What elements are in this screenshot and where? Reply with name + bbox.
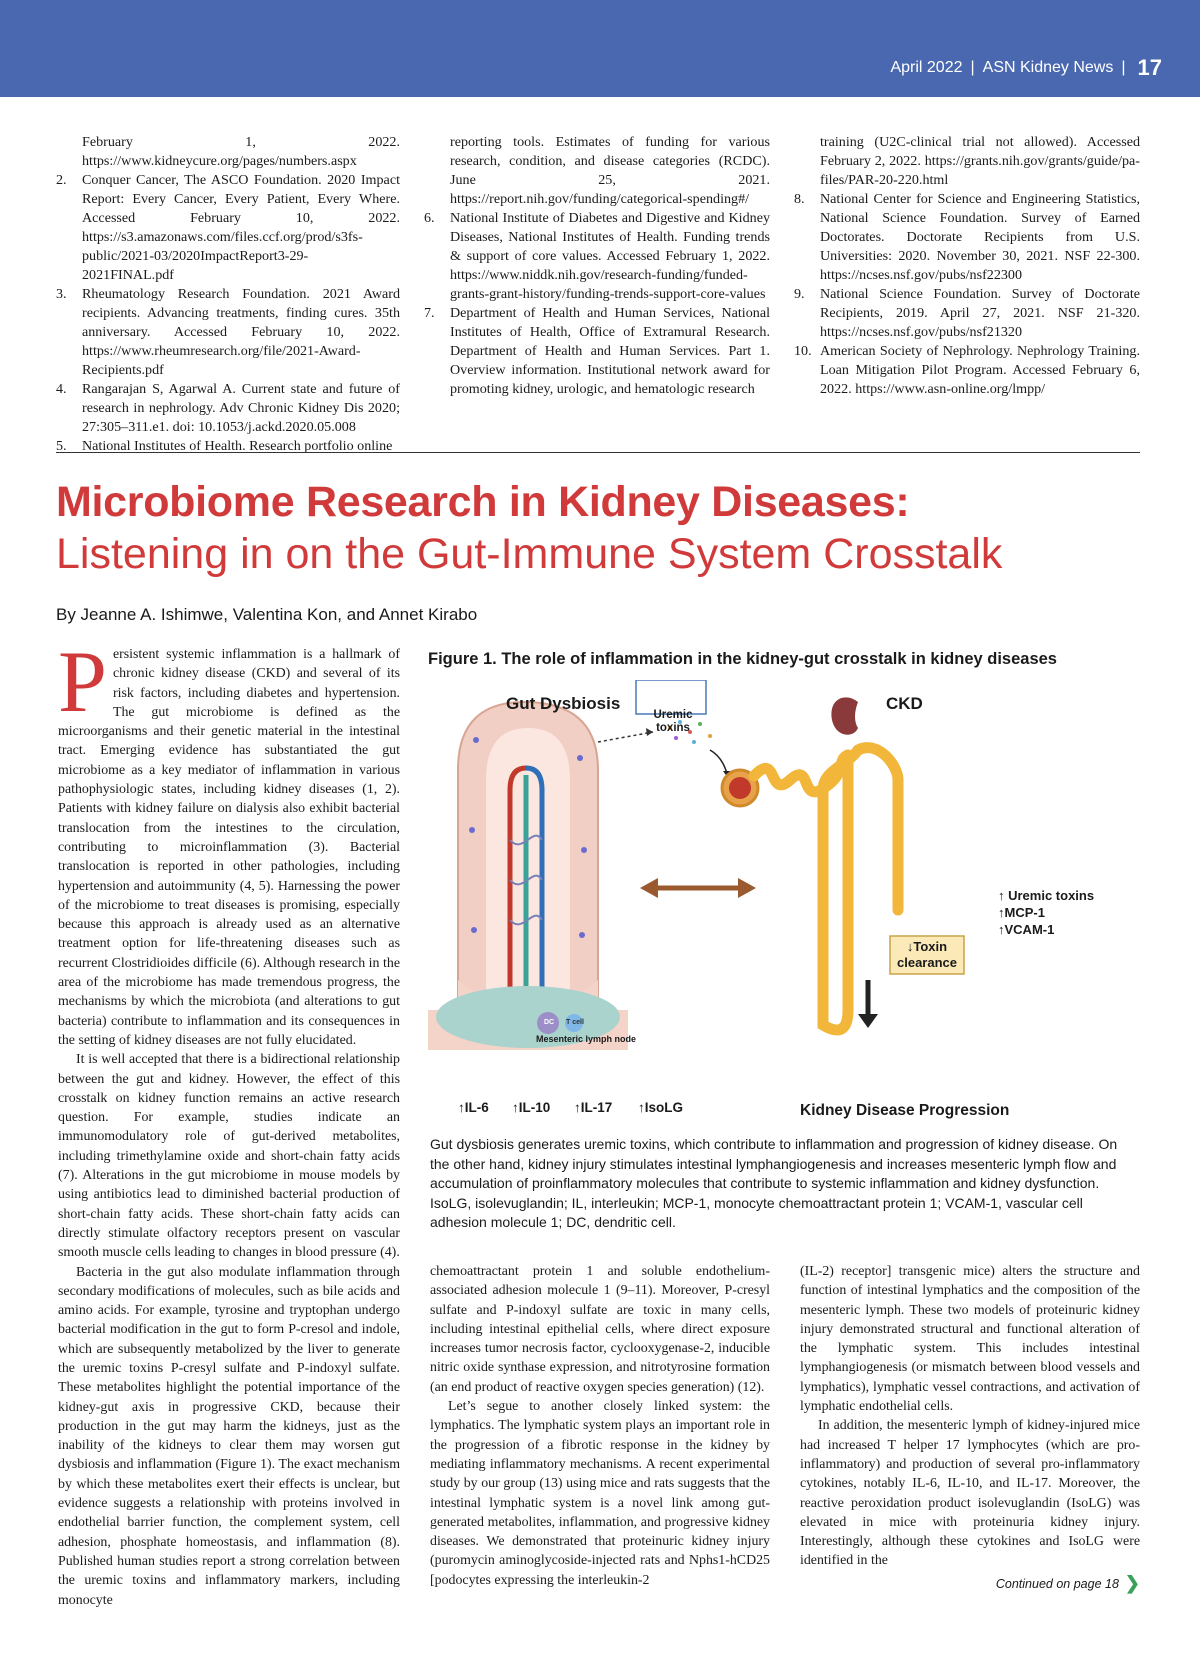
glomerulus xyxy=(729,777,751,799)
marker-il6: ↑IL-6 xyxy=(458,1100,489,1115)
toxin-clearance-label: ↓Toxin clearance xyxy=(897,939,957,970)
paragraph: In addition, the mesenteric lymph of kidney-injured mice had increased T helper 17 lymphocytes (which are pro-inflammatory) and production of several pro-inflammatory cytokines, notably IL-6, IL-10, and IL-17. Moreover, the reactive peroxidation product isolevuglandin (IsoLG) was elevated in mice with proteinuria kidney injury. Interestingly, although these cytokines and IsoLG were identified in the xyxy=(800,1418,1140,1569)
figure-caption: Gut dysbiosis generates uremic toxins, which contribute to inflammation and progression of kidney disease. On the other hand, kidney injury stimulates intestinal lymphangiogenesis and increases mesenteric lymph flow and accumulation of proinflammatory molecules that contribute to systemic inflammation and kidney dysfunction. IsoLG, isolevuglandin; IL, interleukin; MCP-1, monocyte chemoattractant protein 1; VCAM-1, vascular cell adhesion molecule 1; DC, dendritic cell. xyxy=(430,1136,1118,1230)
down-arrow xyxy=(858,980,878,1028)
header-separator: | xyxy=(970,59,975,76)
paragraph: Bacteria in the gut also modulate inflammation through secondary modifications of molecules, such as bile acids and amino acids. For example, tyrosine and tryptophan undergo bacterial modification in the gut to form P-cresol and indole, which are subsequently metabolized by the liver to generate the uremic toxins P-cresyl sulfate and P-indoxyl sulfate. These metabolites highlight the potential importance of the kidney-gut axis in progressive CKD, because their production in the gut may harm the kidneys, just as the inability of the kidneys to clear them may worsen gut dysbiosis and inflammation (Figure 1). The exact mechanism by which these metabolites exert their effects is unclear, but evidence suggests a relationship with proteins involved in endothelial barrier function, the complement system, cell adhesion, phosphate homeostasis, and inflammation (8). Published human studies report a strong correlation between the uremic toxins and inflammatory markers, including monocyte xyxy=(58,1264,400,1608)
article-title: Microbiome Research in Kidney Diseases: xyxy=(56,478,910,526)
reference-item: 10. American Society of Nephrology. Nephrology Training. Loan Mitigation Pilot Program. Accessed February 6, 2022. https://www.asn-online.org/lmpp/ xyxy=(794,343,1140,397)
references-column-2 xyxy=(424,133,770,399)
references-column-1 xyxy=(56,133,400,456)
reference-item: 3. Rheumatology Research Foundation. 2021 Award recipients. Advancing treatments, finding cures. 35th anniversary. Accessed February 10, 2022. https://www.rheumresearch.org/file/2021-Award-Recipients.pdf xyxy=(56,286,400,378)
section-divider xyxy=(56,452,1140,453)
reference-item: 7. Department of Health and Human Services, National Institutes of Health, Office of Extramural Research. Department of Health and Human Services. Part 1. Overview information. Institutional network award for promoting kidney, urologic, and hematologic research xyxy=(424,305,770,397)
lymph-node-label: Mesenteric lymph node xyxy=(536,1034,637,1044)
marker-mcp1: ↑MCP-1 xyxy=(998,905,1045,920)
header-separator: | xyxy=(1121,59,1126,76)
header-info xyxy=(890,55,1162,81)
uremic-toxins-label: Uremic toxins xyxy=(653,709,693,734)
marker-isolg: ↑IsoLG xyxy=(638,1100,684,1115)
dc-label: DC xyxy=(544,1019,555,1026)
reference-item: 4. Rangarajan S, Agarwal A. Current state and future of research in nephrology. Adv Chronic Kidney Dis 2020; 27:305–311.e1. doi: 10.1053/j.ackd.2020.05.008 xyxy=(56,381,400,435)
t-cell-label: T cell xyxy=(566,1019,584,1026)
article-byline: By Jeanne A. Ishimwe, Valentina Kon, and Annet Kirabo xyxy=(56,605,478,624)
reference-item: reporting tools. Estimates of funding for various research, condition, and disease categories (RCDC). June 25, 2021. https://report.nih.gov/funding/categorical-spending#/ xyxy=(450,134,770,207)
bidirectional-arrow xyxy=(640,878,756,898)
marker-il10: ↑IL-10 xyxy=(512,1100,551,1115)
chevron-right-icon: ❯ xyxy=(1124,1573,1140,1593)
header-publication: ASN Kidney News xyxy=(982,59,1114,76)
paragraph: It is well accepted that there is a bidirectional relationship between the gut and kidney. However, the effect of this crosstalk on kidney function remains an active research question. For example, studies indicate an immunomodulatory role of gut-derived metabolites, including trimethylamine oxide and short-chain fatty acids (7). Alterations in the gut microbiome in mouse models by using antibiotics lead to diminished bacterial production of short-chain fatty acids. These short-chain fatty acids can directly stimulate olfactory receptors present on vascular smooth muscle cells leading to changes in blood pressure (4). xyxy=(58,1052,400,1261)
intestinal-villus xyxy=(458,702,598,1020)
kidney-disease-progression-label: Kidney Disease Progression xyxy=(800,1102,1010,1119)
header-date: April 2022 xyxy=(890,59,963,76)
paragraph: chemoattractant protein 1 and soluble endothelium-associated adhesion molecule 1 (9–11). Moreover, P-cresyl sulfate and P-indoxyl sulfate are toxic in many cells, including intestinal epithelial cells, where direct exposure increases tumor necrosis factor, cyclooxygenase-2, inducible nitric oxide synthase expression, and nitrotyrosine formation (an end product of reactive oxygen species generation) (12). xyxy=(430,1264,770,1395)
body-column-3 xyxy=(800,1262,1140,1571)
reference-item: February 1, 2022. https://www.kidneycure.org/pages/numbers.aspx xyxy=(82,134,400,169)
ckd-label: CKD xyxy=(886,694,923,713)
reference-item: 9. National Science Foundation. Survey of Doctorate Recipients, 2019. April 27, 2021. NSF 21-320. https://ncses.nsf.gov/pubs/nsf21320 xyxy=(794,286,1140,340)
body-column-1 xyxy=(58,634,400,1610)
continued-text: Continued on page 18 xyxy=(995,1576,1119,1591)
reference-item: training (U2C-clinical trial not allowed). Accessed February 2, 2022. https://grants.nih.gov/grants/guide/pa-files/PAR-20-220.html xyxy=(820,134,1140,188)
gut-dysbiosis-label: Gut Dysbiosis xyxy=(506,694,621,713)
body-column-2 xyxy=(430,1262,770,1590)
references-column-3 xyxy=(794,133,1140,399)
marker-vcam1: ↑VCAM-1 xyxy=(998,922,1055,937)
paragraph: Let’s segue to another closely linked system: the lymphatics. The lymphatic system plays an important role in the progression of a fibrotic response in the kidney by mediating inflammatory mechanisms. A recent experimental study by our group (13) using mice and rats suggests that the intestinal lymphatic system is a novel link among gut-generated metabolites, inflammation, and progressive kidney diseases. We demonstrated that proteinuric kidney injury (puromycin aminoglycoside-injected rats and Nphs1-hCD25 [podocytes expressing the interleukin-2 xyxy=(430,1399,770,1588)
reference-item: 5. National Institutes of Health. Research portfolio online xyxy=(56,438,393,454)
page-header xyxy=(0,0,1200,97)
continued-note xyxy=(996,1573,1140,1594)
reference-item: 8. National Center for Science and Engineering Statistics, National Science Foundation. Survey of Earned Doctorates. Doctorate Recipients from U.S. Universities: 2020. November 30, 2021. NSF 22-300. https://ncses.nsf.gov/pubs/nsf22300 xyxy=(794,191,1140,283)
drop-cap: P xyxy=(58,634,107,731)
paragraph: Persistent systemic inflammation is a hallmark of chronic kidney disease (CKD) and several of its risk factors, including diabetes and hypertension. The gut microbiome is defined as the microorganisms and their genetic material in the intestinal tract. Emerging evidence has substantiated the gut microbiome as a key mediator of inflammation in various pathophysiologic states, including kidney diseases (1, 2). Patients with kidney failure on dialysis also exhibit bacterial translocation from the intestines to the circulation, contributing to microinflammation (3). Bacterial translocation is reported in other pathologies, including hypertension and autoimmunity (4, 5). Harnessing the power of the microbiome to treat diseases is promising, especially because this approach is already used as an alternative treatment option for life-threatening diseases such as recurrent Clostridioides difficile (6). Although research in the area of the microbiome has made tremendous progress, the mechanisms by which the microbiota (and alterations to gut bacteria) contribute to inflammation and its consequences in the setting of kidney diseases are not fully elucidated. xyxy=(58,634,400,1048)
marker-uremic-toxins: ↑ Uremic toxins xyxy=(998,888,1095,903)
page-number: 17 xyxy=(1137,55,1162,80)
kidney-icon xyxy=(831,697,858,734)
figure-title: Figure 1. The role of inflammation in the kidney-gut crosstalk in kidney diseases xyxy=(428,650,1057,668)
article-subtitle: Listening in on the Gut-Immune System Crosstalk xyxy=(56,530,1003,578)
reference-item: 6. National Institute of Diabetes and Digestive and Kidney Diseases, National Institutes of Health. Funding trends & support of core values. Accessed February 1, 2022. https://www.niddk.nih.gov/research-funding/funded-grants-grant-history/funding-trends-support-core-values xyxy=(424,210,770,302)
marker-il17: ↑IL-17 xyxy=(574,1100,613,1115)
reference-item: 2. Conquer Cancer, The ASCO Foundation. 2020 Impact Report: Every Cancer, Every Patient, Every Where. Accessed February 10, 2022. https://s3.amazonaws.com/files.ccf.org/prod/s3fs-public/2021-03/2020ImpactReport3-29-2021FINAL.pdf xyxy=(56,172,400,283)
paragraph: (IL-2) receptor] transgenic mice) alters the structure and function of intestinal lymphatics and the composition of the mesenteric lymph. These two models of proteinuric kidney injury demonstrated structural and functional alteration of the lymphatic system. This includes intestinal lymphangiogenesis (or mismatch between blood vessels and lymphatics), lymphatic vessel contractions, and activation of lymphatic endothelial cells. xyxy=(800,1264,1140,1415)
